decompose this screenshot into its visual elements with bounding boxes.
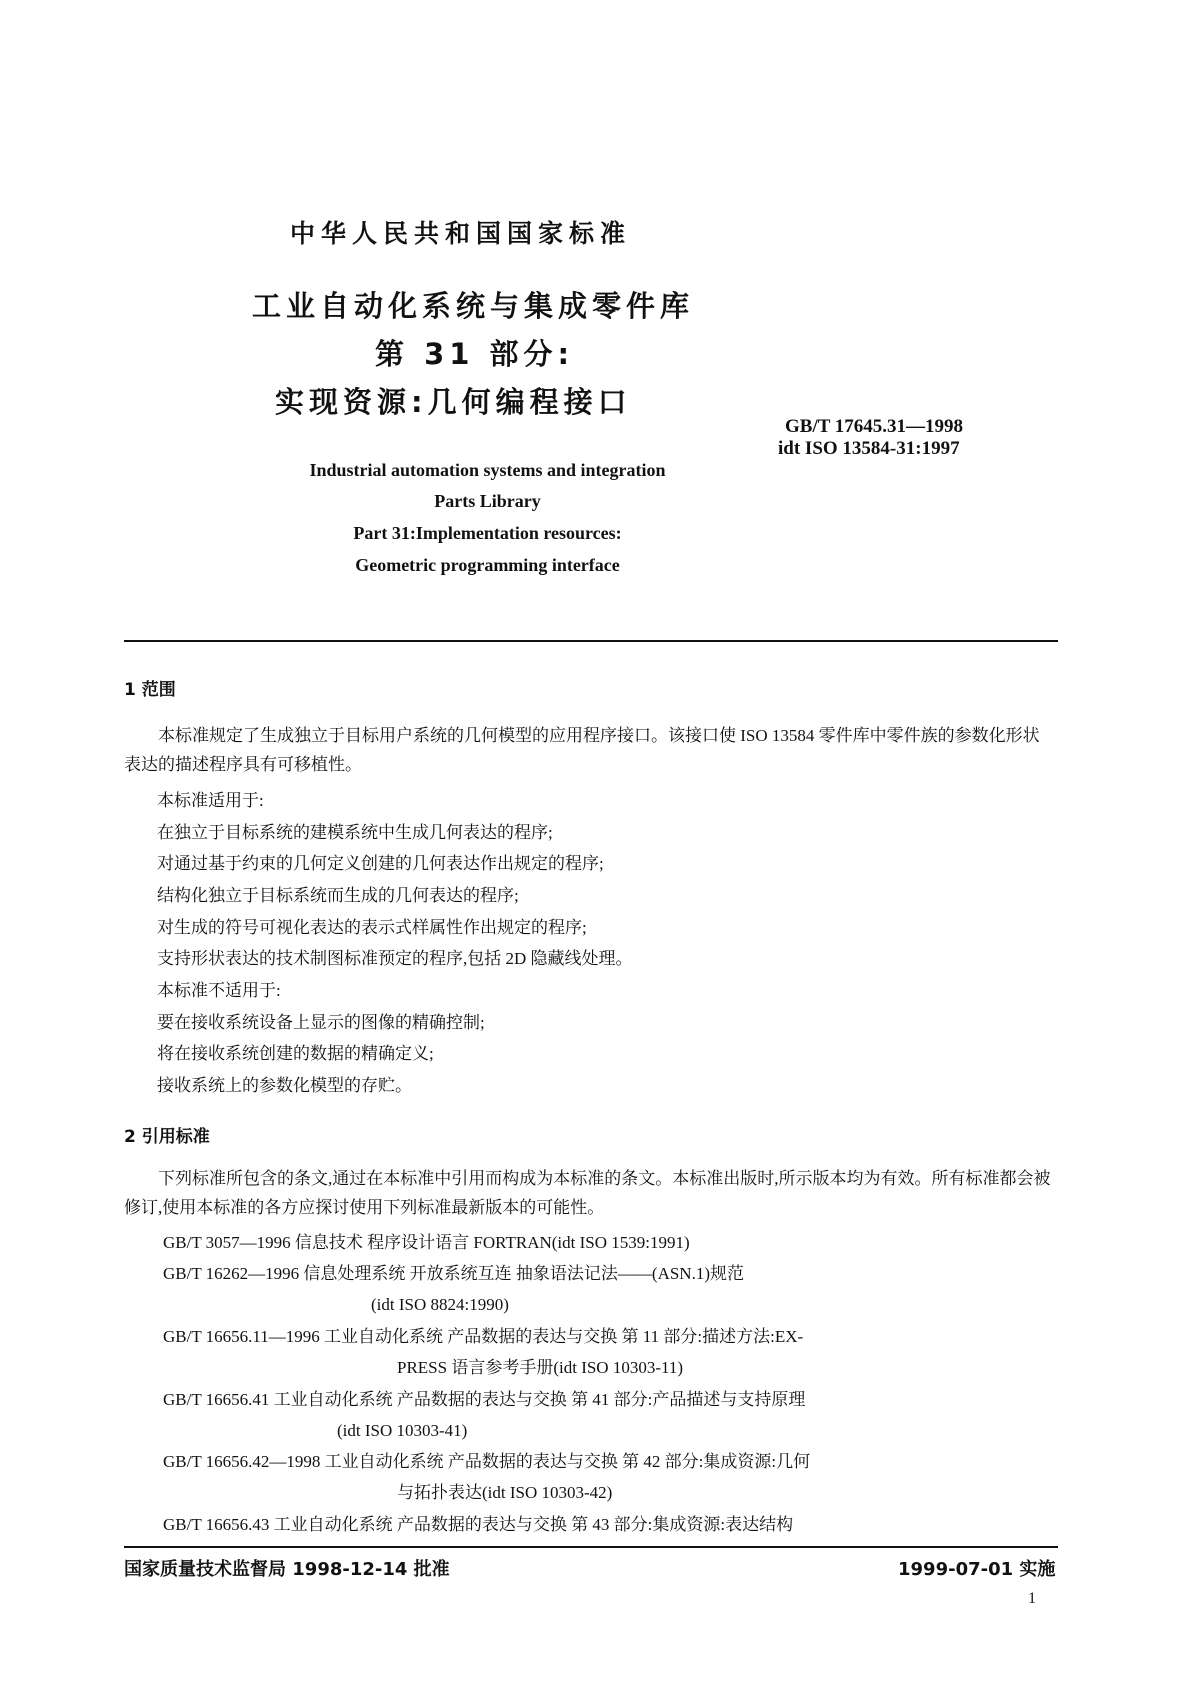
reference-entry: GB/T 16656.41 工业自动化系统 产品数据的表达与交换 第 41 部分:产品描述与支持原理 bbox=[163, 1390, 806, 1409]
not-applies-heading: 本标准不适用于: bbox=[157, 981, 281, 1000]
standard-code: GB/T 17645.31—1998 bbox=[785, 416, 964, 437]
cn-title-line2: 第 31 部分: bbox=[375, 337, 575, 371]
reference-entry-continuation: 与拓扑表达(idt ISO 10303-42) bbox=[397, 1483, 613, 1502]
applies-item: 在独立于目标系统的建模系统中生成几何表达的程序; bbox=[157, 823, 553, 842]
approval-date: 国家质量技术监督局 1998-12-14 批准 bbox=[124, 1559, 450, 1580]
section-2-heading: 2 引用标准 bbox=[124, 1127, 210, 1147]
section-1-intro: 本标准规定了生成独立于目标用户系统的几何模型的应用程序接口。该接口使 ISO 13584 零件库中零件族的参数化形状表达的描述程序具有可移植性。 bbox=[124, 726, 1040, 774]
header-divider bbox=[124, 640, 1058, 642]
reference-entry-continuation: PRESS 语言参考手册(idt ISO 10303-11) bbox=[397, 1358, 684, 1377]
not-applies-item: 接收系统上的参数化模型的存贮。 bbox=[157, 1076, 412, 1095]
applies-heading: 本标准适用于: bbox=[157, 791, 264, 810]
national-standard-title: 中华人民共和国国家标准 bbox=[290, 219, 632, 248]
reference-entry: GB/T 16656.42—1998 工业自动化系统 产品数据的表达与交换 第 42 部分:集成资源:几何 bbox=[163, 1452, 811, 1471]
reference-entry-continuation: (idt ISO 10303-41) bbox=[337, 1421, 468, 1440]
not-applies-item: 要在接收系统设备上显示的图像的精确控制; bbox=[157, 1013, 485, 1032]
en-title-line3: Part 31:Implementation resources: bbox=[353, 523, 622, 543]
reference-entry: GB/T 16656.43 工业自动化系统 产品数据的表达与交换 第 43 部分:集成资源:表达结构 bbox=[163, 1515, 794, 1534]
en-title-line1: Industrial automation systems and integration bbox=[309, 460, 666, 480]
idt-code: idt ISO 13584-31:1997 bbox=[778, 438, 960, 459]
applies-item: 支持形状表达的技术制图标准预定的程序,包括 2D 隐藏线处理。 bbox=[157, 949, 633, 968]
section-1-heading: 1 范围 bbox=[124, 680, 176, 700]
applies-item: 对通过基于约束的几何定义创建的几何表达作出规定的程序; bbox=[157, 854, 604, 873]
cn-title-line3: 实现资源:几何编程接口 bbox=[275, 385, 632, 419]
reference-entry: GB/T 16262—1996 信息处理系统 开放系统互连 抽象语法记法——(ASN.1)规范 bbox=[163, 1264, 744, 1283]
section-2-intro: 下列标准所包含的条文,通过在本标准中引用而构成为本标准的条文。本标准出版时,所示版本均为有效。所有标准都会被修订,使用本标准的各方应探讨使用下列标准最新版本的可能性。 bbox=[124, 1169, 1051, 1217]
not-applies-item: 将在接收系统创建的数据的精确定义; bbox=[157, 1044, 434, 1063]
applies-item: 结构化独立于目标系统而生成的几何表达的程序; bbox=[157, 886, 519, 905]
footer-divider bbox=[124, 1546, 1058, 1548]
en-title-line2: Parts Library bbox=[434, 491, 541, 511]
en-title-line4: Geometric programming interface bbox=[355, 555, 620, 575]
reference-entry-continuation: (idt ISO 8824:1990) bbox=[371, 1295, 509, 1314]
reference-entry: GB/T 16656.11—1996 工业自动化系统 产品数据的表达与交换 第 11 部分:描述方法:EX- bbox=[163, 1327, 804, 1346]
page-number: 1 bbox=[1028, 1590, 1036, 1607]
reference-entry: GB/T 3057—1996 信息技术 程序设计语言 FORTRAN(idt ISO 1539:1991) bbox=[163, 1233, 690, 1252]
effective-date: 1999-07-01 实施 bbox=[898, 1559, 1056, 1580]
cn-title-line1: 工业自动化系统与集成零件库 bbox=[252, 289, 695, 323]
applies-item: 对生成的符号可视化表达的表示式样属性作出规定的程序; bbox=[157, 918, 587, 937]
